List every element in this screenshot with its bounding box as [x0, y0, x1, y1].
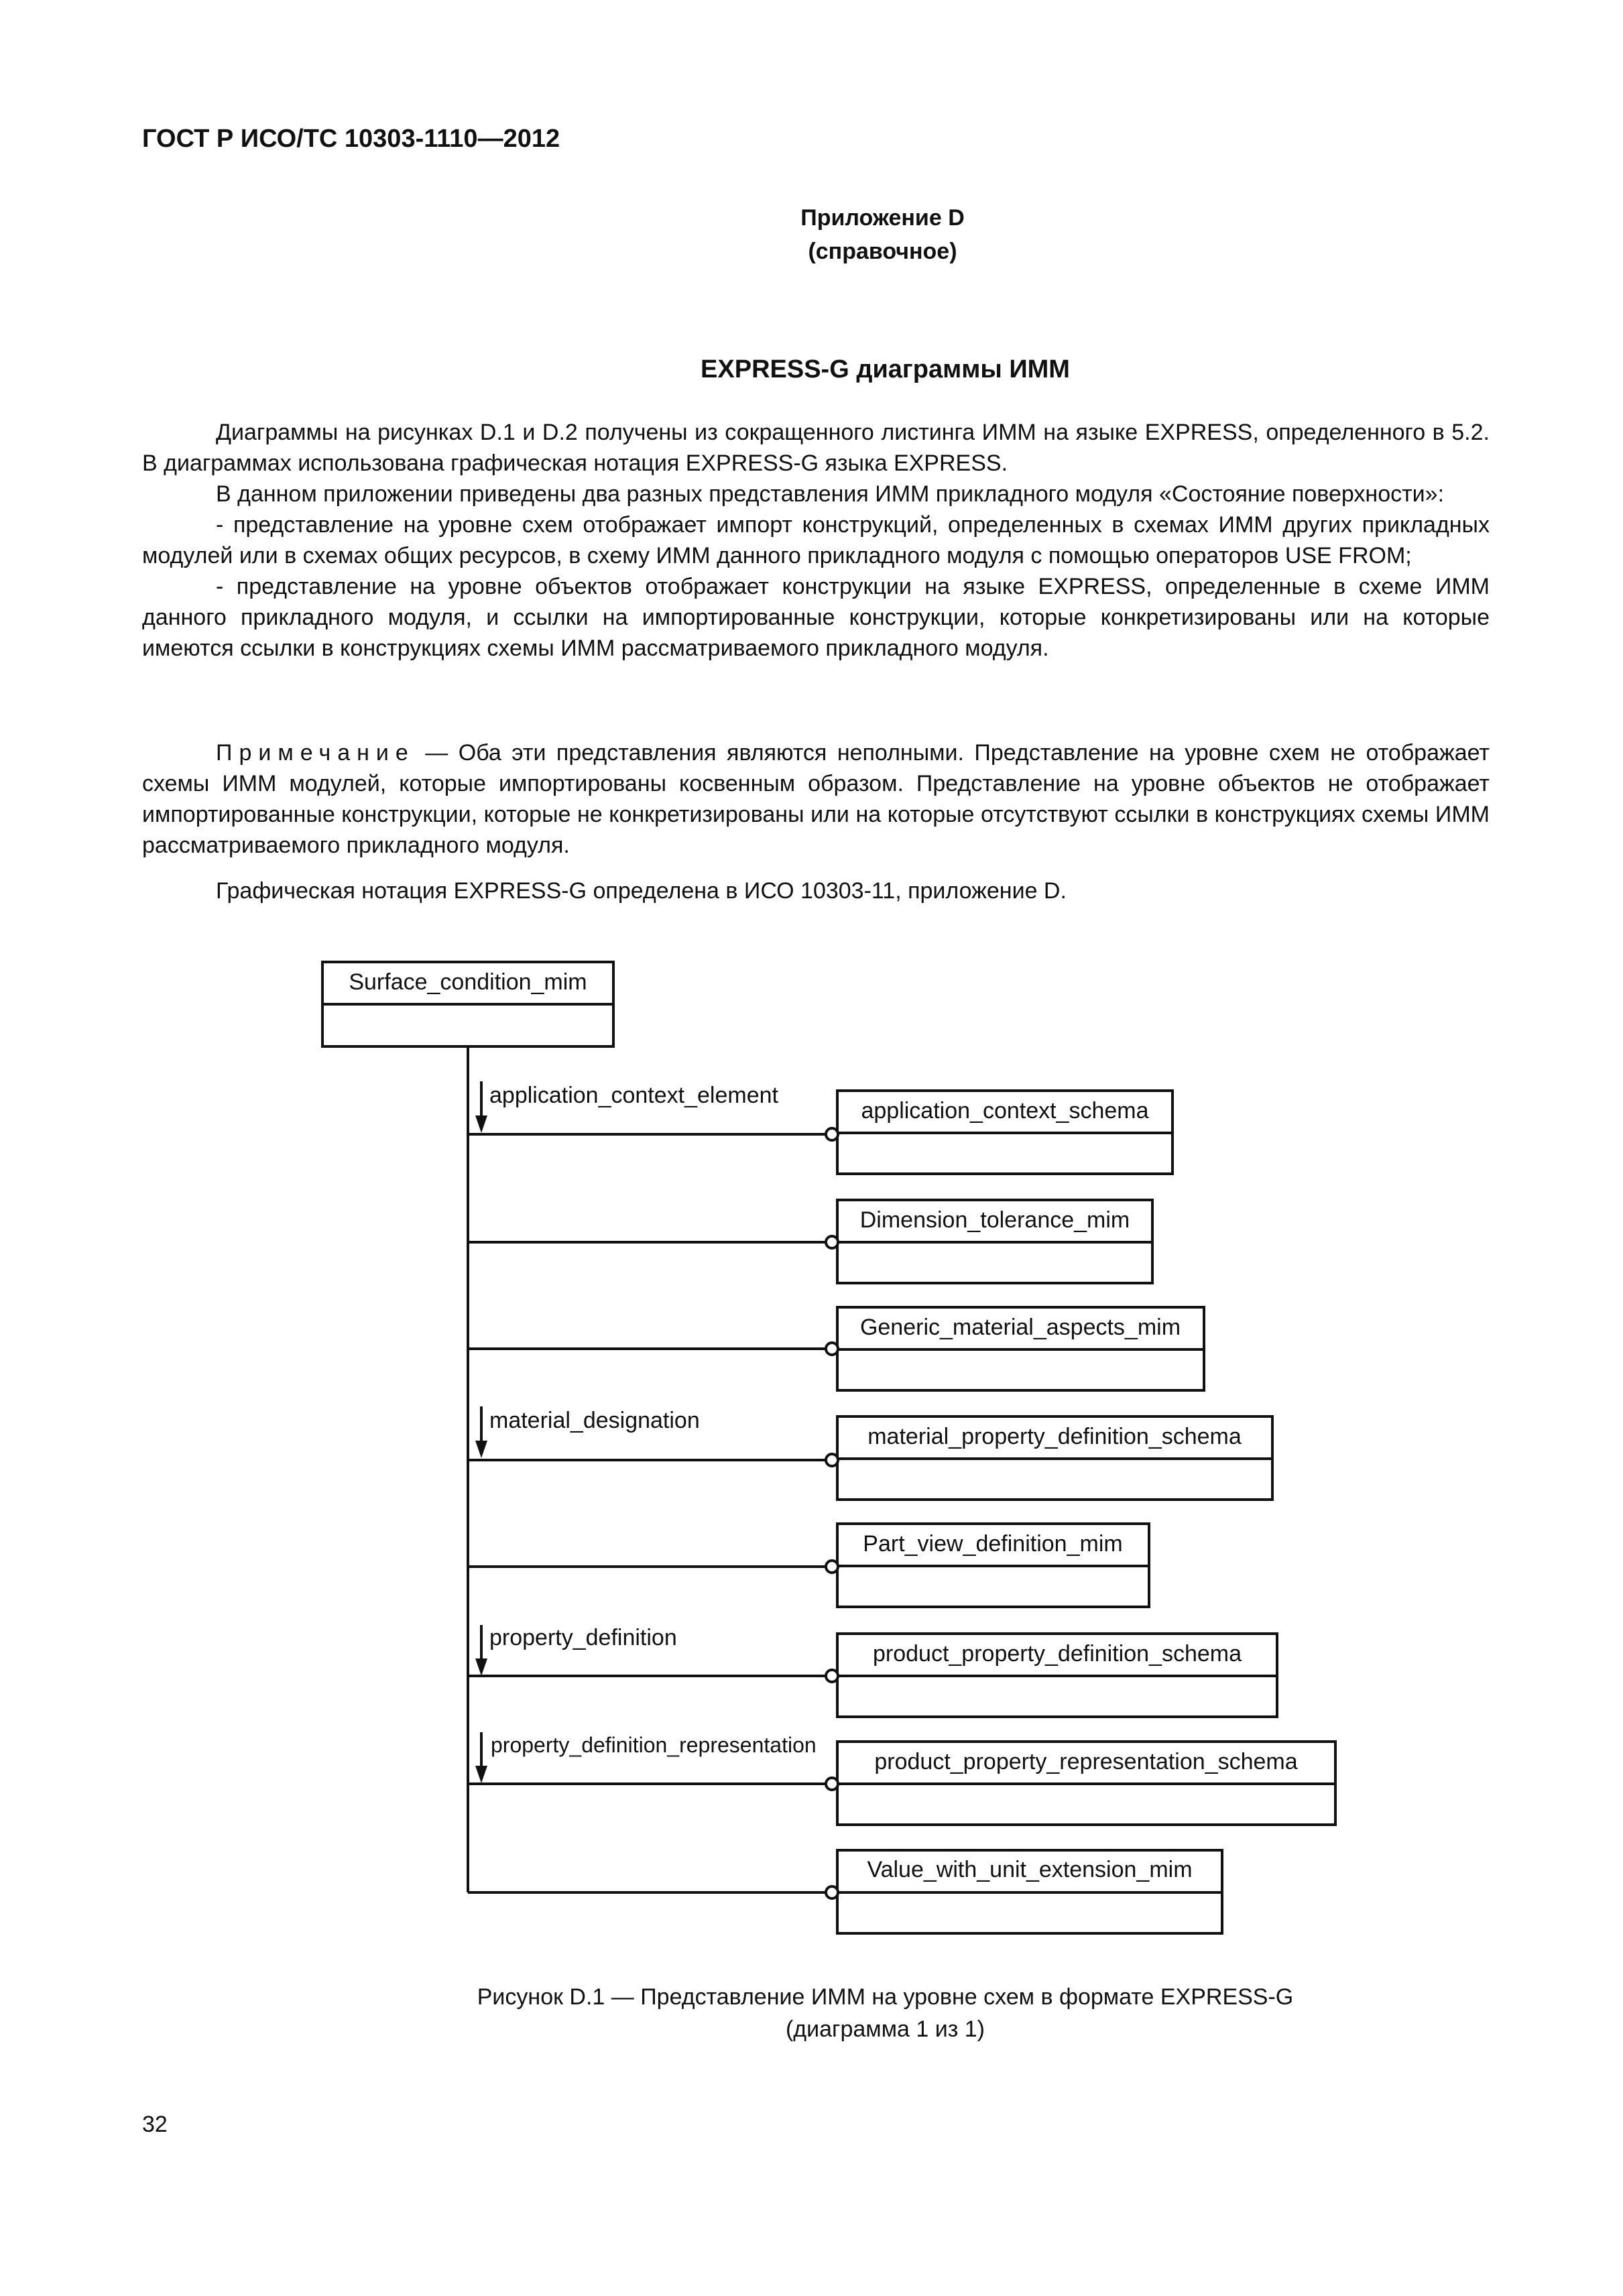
schema-label: product_property_representation_schema: [874, 1749, 1298, 1774]
arrow-head-icon: [475, 1441, 487, 1458]
open-circle-icon: [826, 1343, 838, 1355]
paragraph: В данном приложении приведены два разных представления ИММ прикладного модуля «Состояние поверхности»:: [216, 481, 1445, 507]
document-id: ГОСТ Р ИСО/ТС 10303-1110—2012: [142, 125, 560, 153]
open-circle-icon: [826, 1561, 838, 1573]
open-circle-icon: [826, 1454, 838, 1466]
root-schema-label: Surface_condition_mim: [349, 969, 587, 995]
paragraph: Диаграммы на рисунках D.1 и D.2 получены из сокращенного листинга ИММ на языке EXPRESS, определенного в 5.2. В диаграммах использована графическая нотация EXPRESS-G языка EXPRESS.: [142, 420, 1490, 476]
page-number: 32: [142, 2112, 168, 2137]
annex-subtitle: (справочное): [808, 239, 957, 264]
open-circle-icon: [826, 1886, 838, 1898]
note-lead: Примечание: [216, 740, 415, 766]
open-circle-icon: [826, 1778, 838, 1790]
schema-label: Value_with_unit_extension_mim: [867, 1857, 1193, 1882]
schema-label: Dimension_tolerance_mim: [859, 1207, 1130, 1233]
reference-label: property_definition: [489, 1625, 677, 1650]
figure-caption-line: (диаграмма 1 из 1): [785, 2016, 985, 2042]
notation-paragraph: Графическая нотация EXPRESS-G определена в ИСО 10303-11, приложение D.: [216, 878, 1067, 904]
figure-caption-line: Рисунок D.1 — Представление ИММ на уровне схем в формате EXPRESS-G: [477, 1984, 1294, 2010]
note-text: — Оба эти представления являются неполными. Представление на уровне схем не отображает схемы ИММ модулей, которые импортированы косвенным образом. Представление на уровне объектов не отображает импортированные конструкции, которые не конкретизированы или на которые отсутствуют ссылки в конструкциях схемы ИММ рассматриваемого прикладного модуля.: [142, 740, 1490, 858]
annex-title: Приложение D: [800, 205, 965, 231]
arrow-head-icon: [475, 1766, 487, 1783]
open-circle-icon: [826, 1236, 838, 1248]
paragraph: - представление на уровне объектов отображает конструкции на языке EXPRESS, определенные в схеме ИММ данного прикладного модуля, и ссылки на импортированные конструкции, которые конкретизированы или на которые имеются ссылки в конструкциях схемы ИММ рассматриваемого прикладного модуля.: [142, 574, 1490, 661]
open-circle-icon: [826, 1670, 838, 1682]
schema-label: Part_view_definition_mim: [863, 1531, 1123, 1557]
open-circle-icon: [826, 1128, 838, 1140]
schema-label: application_context_schema: [861, 1098, 1149, 1124]
arrow-head-icon: [475, 1658, 487, 1676]
figure-caption: [0, 1981, 1623, 2045]
arrow-head-icon: [475, 1115, 487, 1133]
reference-label: property_definition_representation: [491, 1733, 817, 1757]
schema-label: material_property_definition_schema: [867, 1424, 1242, 1449]
reference-label: application_context_element: [489, 1083, 778, 1108]
section-title: EXPRESS-G диаграммы ИММ: [701, 355, 1070, 383]
schema-label: Generic_material_aspects_mim: [859, 1315, 1181, 1340]
paragraph: - представление на уровне схем отображает импорт конструкций, определенных в схемах ИММ других прикладных модулей или в схемах общих ресурсов, в схему ИММ данного прикладного модуля с помощью операторов USE FROM;: [142, 512, 1490, 568]
schema-label: product_property_definition_schema: [872, 1641, 1242, 1667]
reference-label: material_designation: [489, 1408, 700, 1433]
